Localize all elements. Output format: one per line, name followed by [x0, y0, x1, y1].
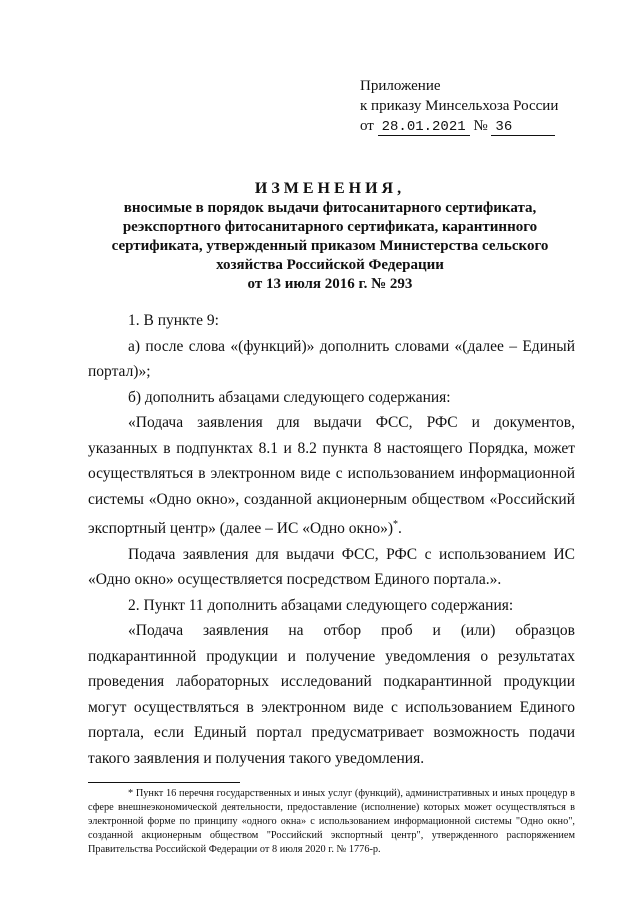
- paragraph-1: 1. В пункте 9:: [128, 312, 219, 329]
- title-heading: ИЗМЕНЕНИЯ,: [254, 180, 406, 197]
- paragraph-4-end: .: [397, 520, 402, 537]
- order-number: 36: [491, 119, 555, 136]
- title-line: от 13 июля 2016 г. № 293: [247, 276, 413, 292]
- paragraph-5: Подача заявления для выдачи ФСС, РФС с использованием ИС «Одно окно» осуществляется посредством Единого портала.».: [88, 545, 575, 588]
- document-body: [88, 308, 575, 771]
- from-label: от: [360, 118, 374, 134]
- title-line: хозяйства Российской Федерации: [216, 257, 444, 273]
- appendix-reference: [360, 76, 600, 136]
- paragraph-4: [88, 410, 575, 542]
- paragraph-2: а) после слова «(функций)» дополнить словами «(далее – Единый портал)»;: [88, 337, 575, 380]
- footnote-marker: *: [392, 519, 398, 530]
- paragraph-7: «Подача заявления на отбор проб и (или) образцов подкарантинной продукции и получение уведомления о результатах проведения лабораторных исследований подкарантинной продукции могут осуществляться в электронном виде с использованием Единого портала, если Единый портал предусматривает возможность подачи такого заявления и получения такого уведомления.: [88, 622, 575, 767]
- appendix-order-ref: к приказу Минсельхоза России: [360, 98, 559, 114]
- footnote-divider: [88, 782, 240, 783]
- paragraph-6: 2. Пункт 11 дополнить абзацами следующего содержания:: [128, 596, 514, 614]
- document-title: [110, 179, 550, 294]
- appendix-label: Приложение: [360, 78, 441, 94]
- title-line: реэкспортного фитосанитарного сертификата, карантинного: [122, 219, 538, 235]
- paragraph-4-text: «Подача заявления для выдачи ФСС, РФС и документов, указанных в подпунктах 8.1 и 8.2 пункта 8 настоящего Порядка, может осуществляться в электронном виде с использованием информационной системы «Одно окно», созданной акционерным обществом «Российский экспортный центр» (далее – ИС «Одно окно»): [88, 414, 575, 537]
- footnote-mark: *: [128, 788, 134, 799]
- title-line: сертификата, утвержденный приказом Министерства сельского: [111, 238, 549, 254]
- footnote-text: Пункт 16 перечня государственных и иных услуг (функций), административных и иных процедур в сфере внешнеэкономической деятельности, предоставление (исполнение) которых может осуществляться в электронной форме по принципу «одного окна» с использованием информационной системы "Одно окно", созданной акционерным обществом "Российский экспортный центр", утвержденного распоряжением Правительства Российской Федерации от 8 июля 2020 г. № 1776-р.: [88, 788, 576, 855]
- footnote: [88, 787, 575, 857]
- appendix-date-line: [360, 116, 600, 136]
- order-date: 28.01.2021: [378, 119, 470, 136]
- paragraph-3: б) дополнить абзацами следующего содержания:: [128, 388, 451, 406]
- title-line: вносимые в порядок выдачи фитосанитарного сертификата,: [123, 200, 537, 216]
- number-label: №: [473, 118, 488, 134]
